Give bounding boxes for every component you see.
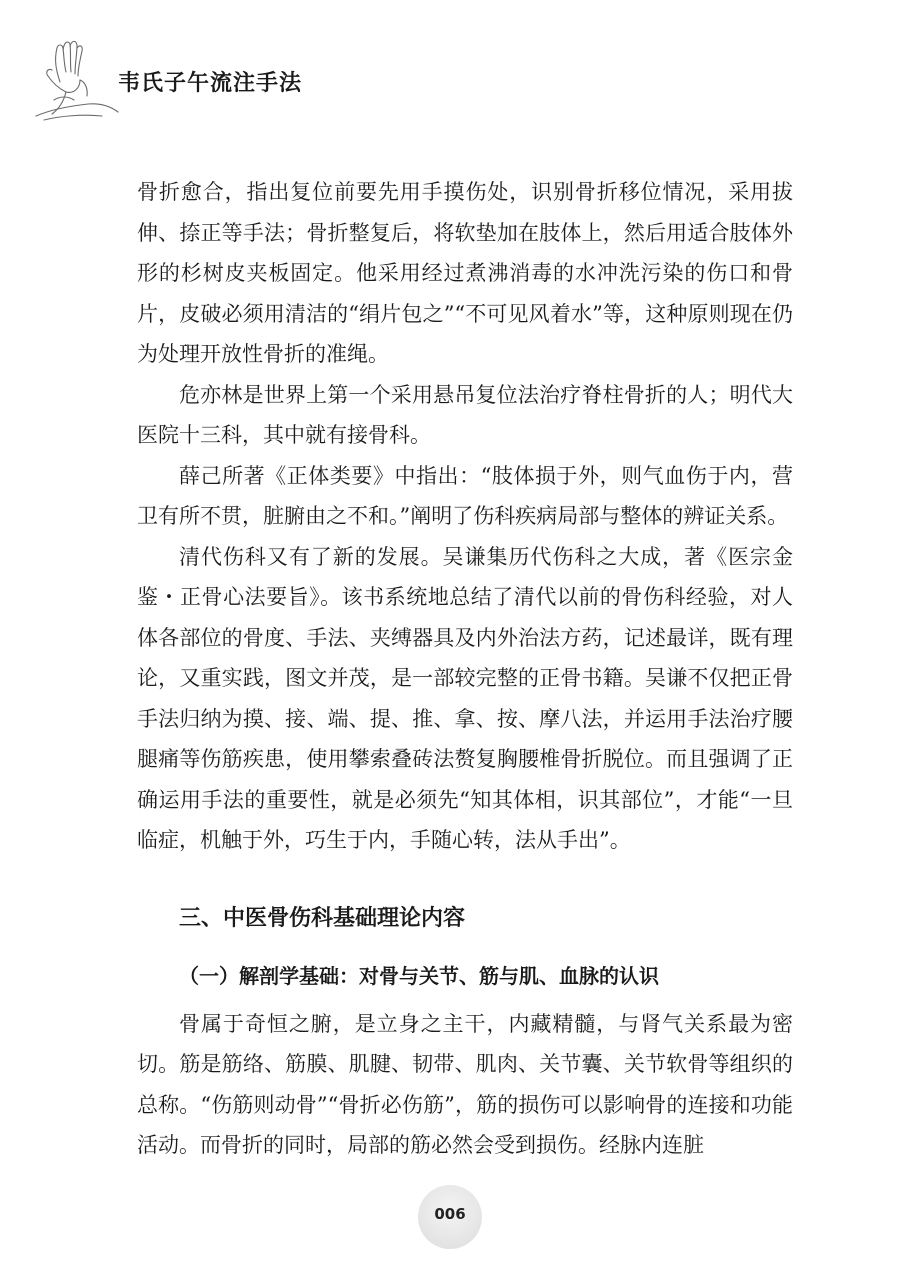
book-title: 韦氏子午流注手法 <box>118 71 303 96</box>
hands-sketch-icon <box>30 30 125 125</box>
section-heading: 三、中医骨伤科基础理论内容 <box>179 905 466 931</box>
subsection-heading: （一）解剖学基础：对骨与关节、筋与肌、血脉的认识 <box>179 963 659 988</box>
page-header <box>30 30 450 130</box>
body-paragraph: 骨折愈合，指出复位前要先用手摸伤处，识别骨折移位情况，采用拔伸、捺正等手法；骨折整复后，将软垫加在肢体上，然后用适合肢体外形的杉树皮夹板固定。他采用经过煮沸消毒的水冲洗污染的伤口和骨片，皮破必须用清洁的“绢片包之”“不可见风着水”等，这种原则现在仍为处理开放性骨折的准绳。 <box>137 180 793 366</box>
page-body <box>137 172 793 1166</box>
page-number: 006 <box>434 1205 466 1223</box>
body-paragraph: 薛己所著《正体类要》中指出：“肢体损于外，则气血伤于内，营卫有所不贯，脏腑由之不和。”阐明了伤科疾病局部与整体的辨证关系。 <box>137 463 793 528</box>
body-paragraph: 骨属于奇恒之腑，是立身之主干，内藏精髓，与肾气关系最为密切。筋是筋络、筋膜、肌腱、韧带、肌肉、关节囊、关节软骨等组织的总称。“伤筋则动骨”“骨折必伤筋”，筋的损伤可以影响骨的连接和功能活动。而骨折的同时，局部的筋必然会受到损伤。经脉内连脏 <box>137 1011 793 1157</box>
page-number-badge <box>418 1185 482 1249</box>
body-paragraph: 清代伤科又有了新的发展。吴谦集历代伤科之大成，著《医宗金鉴・正骨心法要旨》。该书系统地总结了清代以前的骨伤科经验，对人体各部位的骨度、手法、夹缚器具及内外治法方药，记述最详，既有理论，又重实践，图文并茂，是一部较完整的正骨书籍。吴谦不仅把正骨手法归纳为摸、接、端、提、推、拿、按、摩八法，并运用手法治疗腰腿痛等伤筋疾患，使用攀索叠砖法赘复胸腰椎骨折脱位。而且强调了正确运用手法的重要性，就是必须先“知其体相，识其部位”，才能“一旦临症，机触于外，巧生于内，手随心转，法从手出”。 <box>137 544 793 852</box>
body-paragraph: 危亦林是世界上第一个采用悬吊复位法治疗脊柱骨折的人；明代大医院十三科，其中就有接骨科。 <box>137 382 793 447</box>
